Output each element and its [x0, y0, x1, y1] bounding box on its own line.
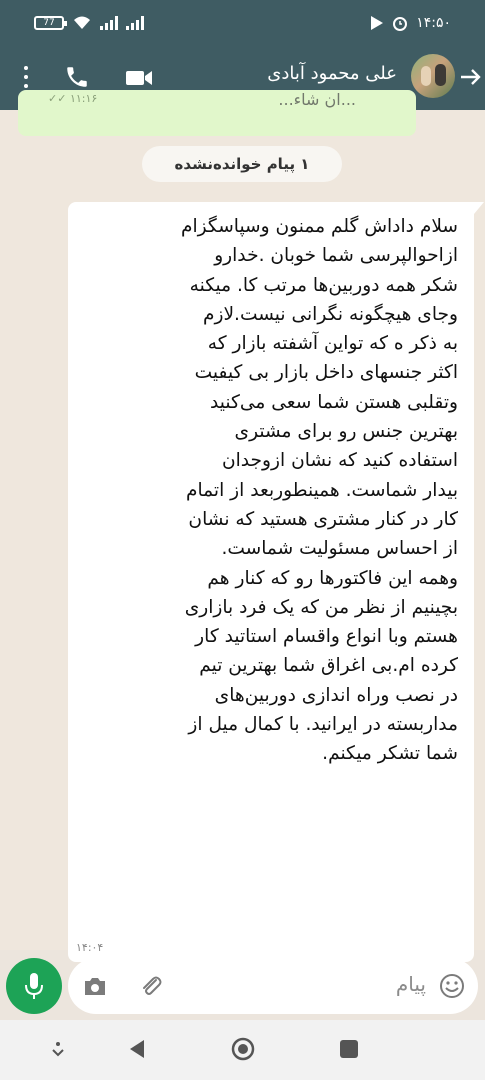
nav-home-icon[interactable]: [230, 1036, 256, 1062]
nav-back-icon[interactable]: [126, 1038, 148, 1060]
previous-message-time: ✓✓ ۱۱:۱۶: [48, 92, 98, 105]
signal-icon: [100, 16, 118, 30]
system-nav-bar: [0, 1020, 485, 1080]
paperclip-icon[interactable]: [138, 972, 164, 1000]
previous-message-snippet: ...ان شاء...: [278, 90, 356, 109]
status-bar: [0, 0, 485, 46]
status-right: [370, 15, 451, 31]
play-icon: [370, 15, 384, 31]
message-input[interactable]: [68, 958, 478, 1014]
nav-recents-icon[interactable]: [340, 1040, 358, 1058]
signal-icon-2: [126, 16, 144, 30]
unread-messages-label: ۱ پیام خوانده‌نشده: [142, 146, 342, 182]
contact-name[interactable]: علی محمود آبادی: [267, 63, 397, 84]
message-time: ۱۴:۰۴: [76, 941, 104, 954]
more-vert-icon[interactable]: [20, 66, 32, 90]
back-arrow-icon[interactable]: [459, 66, 481, 88]
avatar[interactable]: [411, 54, 455, 98]
message-input-placeholder: پیام: [395, 972, 426, 996]
nav-hide-icon[interactable]: [50, 1040, 66, 1060]
mic-button[interactable]: [6, 958, 62, 1014]
alarm-icon: [392, 15, 408, 31]
camera-icon[interactable]: [82, 974, 108, 998]
battery-level: 77: [43, 18, 55, 28]
battery-icon: [34, 16, 64, 30]
message-text: سلام داداش گلم ممنون وسپاسگزام ازاحوالپرسی شما خوبان .خدارو شکر همه دوربین‌ها مرتب کا. میکنه وجای هیچگونه نگرانی نیست.لازم به ذکر ه که تواین آشفته بازار که اکثر جنسهای داخل بازار بی کیفیت وتقلبی هستن شما سعی می‌کنید بهترین جنس رو برای مشتری استفاده کنید که نشان ازوجدان بیدار شماست. همینطوربعد از اتمام کار در کنار مشتری هستید که نشان از احساس مسئولیت شماست. وهمه این فاکتورها رو که کنار هم بچینیم از نظر من که یک فرد بازاری هستم وبا انواع واقسام استاتید کار کرده ام.بی اغراق شما بهترین تیم در نصب وراه اندازی دوربین‌های مداربسته در ایرانید. با کمال میل از شما تشکر میکنم.: [181, 216, 458, 765]
incoming-message-bubble[interactable]: [68, 202, 474, 962]
previous-message-bubble[interactable]: [18, 90, 416, 136]
phone-icon[interactable]: [64, 64, 90, 90]
status-time: ۱۴:۵۰: [416, 15, 451, 31]
wifi-icon: [72, 15, 92, 31]
composer-bar: [0, 950, 485, 1020]
chat-area[interactable]: [0, 90, 485, 954]
emoji-icon[interactable]: [438, 972, 466, 1000]
mic-icon: [6, 958, 62, 1014]
status-left: [34, 15, 144, 31]
video-call-icon[interactable]: [124, 66, 154, 90]
